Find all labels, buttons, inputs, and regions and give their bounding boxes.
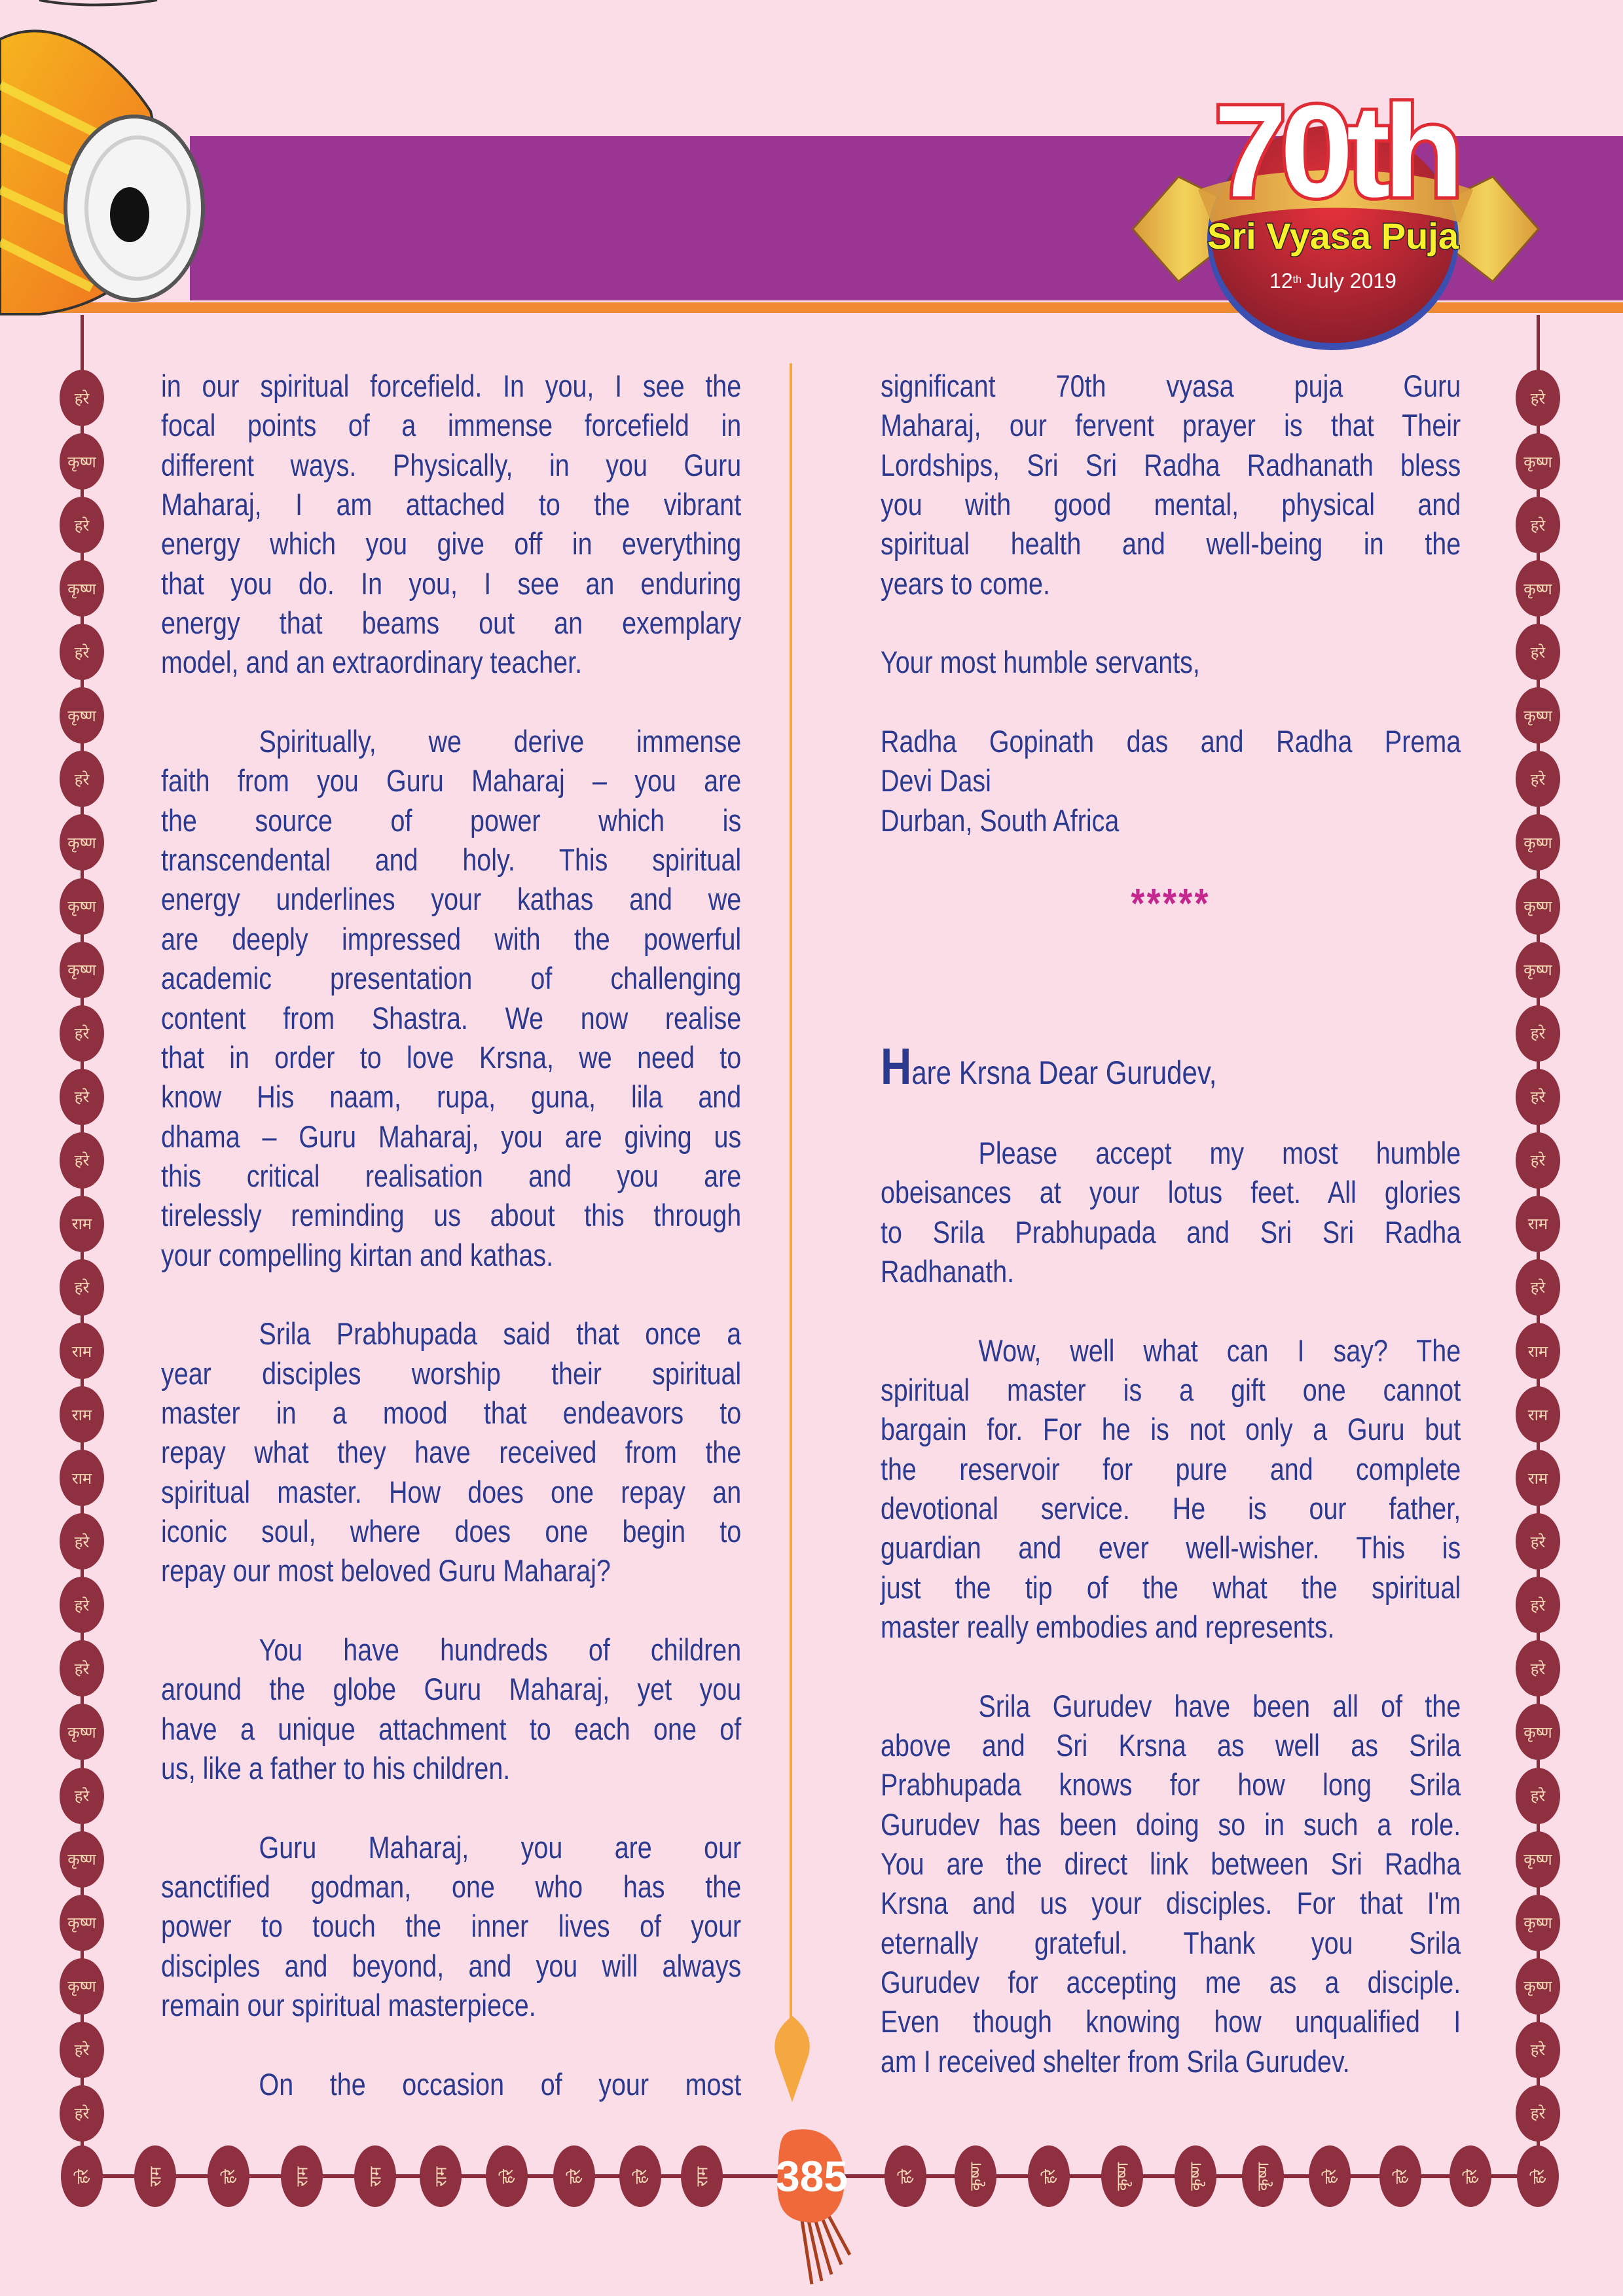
bead-label: कृष्ण	[67, 961, 96, 980]
bead-label: कृष्ण	[67, 833, 96, 852]
bead-label: हरे	[1391, 2168, 1410, 2184]
text-line: energy which you give off in everything	[161, 526, 742, 562]
bead-label: हरे	[1530, 389, 1546, 408]
bead-label: कृष्ण	[1523, 1850, 1552, 1869]
mala-bead	[1516, 1958, 1560, 2015]
badge-title: Sri Vyasa Puja	[1207, 215, 1459, 257]
bead-label: हरे	[74, 1596, 90, 1615]
mala-bead	[60, 1577, 104, 1633]
mala-bead	[60, 942, 104, 998]
bead-label: हरे	[74, 1278, 90, 1297]
bead-label: कृष्ण	[1523, 1723, 1552, 1742]
paragraph	[881, 722, 1461, 840]
text-line: energy that beams out an exemplary	[161, 605, 742, 641]
bead-label: हरे	[73, 2168, 92, 2184]
mala-bead	[1516, 1704, 1560, 1760]
bead-label: राम	[71, 1342, 92, 1361]
paragraph	[161, 1314, 741, 1590]
mala-bead	[1516, 751, 1560, 807]
text-line: your compelling kirtan and kathas.	[161, 1237, 554, 1272]
bead-label: हरे	[1530, 1151, 1546, 1170]
text-line: repay our most beloved Guru Maharaj?	[161, 1553, 611, 1588]
bead-label: राम	[71, 1469, 92, 1488]
column-divider	[790, 363, 792, 2022]
mala-bead	[60, 1831, 104, 1888]
mala-bead	[60, 1323, 104, 1379]
bead-label: हरे	[565, 2168, 584, 2184]
text-line: know His naam, rupa, guna, lila and	[161, 1079, 742, 1115]
bead-label: राम	[1527, 1469, 1548, 1488]
text-line: Spiritually, we derive immense	[259, 724, 742, 759]
mala-bead	[1516, 1196, 1560, 1252]
mala-bead	[60, 624, 104, 680]
bead-label: हरे	[1530, 1024, 1546, 1043]
closing-of-previous-letter	[881, 367, 1461, 840]
text-line: model, and an extraordinary teacher.	[161, 645, 583, 680]
text-line: am I received shelter from Srila Gurudev.	[881, 2043, 1350, 2079]
salutation	[881, 1037, 1461, 1096]
text-line: Gurudev for accepting me as a disciple.	[881, 1965, 1461, 2000]
mala-bead	[1516, 1577, 1560, 1633]
text-line: Srila Gurudev have been all of the	[978, 1688, 1461, 1723]
bead-label: कृष्ण	[1113, 2162, 1132, 2191]
bead-label: राम	[71, 1215, 92, 1234]
text-line: obeisances at your lotus feet. All glories	[881, 1175, 1461, 1210]
bead-label: हरे	[1530, 2041, 1546, 2060]
mala-bead	[60, 687, 104, 744]
mala-bead	[553, 2145, 595, 2207]
mala-bead	[60, 751, 104, 807]
text-line: power to touch the inner lives of your	[161, 1909, 742, 1944]
bead-label: राम	[431, 2166, 450, 2187]
bead-label: हरे	[1040, 2168, 1059, 2184]
mala-bead	[354, 2145, 396, 2207]
bead-label: हरे	[1530, 2104, 1546, 2123]
mala-bead	[1516, 560, 1560, 617]
text-line: Please accept my most humble	[978, 1135, 1461, 1170]
text-line: iconic soul, where does one begin to	[161, 1513, 742, 1549]
salutation-text: are Krsna Dear Gurudev,	[911, 1054, 1217, 1092]
mala-bead	[1379, 2145, 1421, 2207]
mala-bead	[61, 2145, 103, 2207]
bead-label: हरे	[1530, 1088, 1546, 1107]
text-line: Maharaj, our fervent prayer is that Their	[881, 408, 1461, 443]
drop-ornament-icon	[773, 2016, 812, 2104]
bead-label: हरे	[74, 770, 90, 789]
mala-bead	[60, 1640, 104, 1696]
bead-label: हरे	[1530, 1532, 1546, 1551]
mala-bead	[1242, 2145, 1284, 2207]
mala-bead	[1516, 2085, 1560, 2142]
bead-label: हरे	[74, 516, 90, 535]
text-line: different ways. Physically, in you Guru	[161, 447, 742, 482]
mala-bead	[1516, 1132, 1560, 1189]
mala-bead	[1516, 878, 1560, 935]
text-line: bargain for. For he is not only a Guru but	[881, 1412, 1461, 1447]
mala-bead	[134, 2145, 176, 2207]
bead-label: कृष्ण	[1523, 452, 1552, 471]
bead-label: कृष्ण	[1523, 961, 1552, 980]
mala-bead	[955, 2145, 996, 2207]
text-line: tirelessly reminding us about this through	[161, 1198, 742, 1233]
text-line: You are the direct link between Sri Radha	[881, 1846, 1461, 1881]
vyasa-puja-70th-badge	[1106, 65, 1565, 353]
text-line: You have hundreds of children	[259, 1632, 742, 1667]
text-line: in our spiritual forcefield. In you, I see the	[161, 368, 742, 403]
mala-bead	[60, 1196, 104, 1252]
text-line: master in a mood that endeavors to	[161, 1395, 742, 1430]
mala-bead	[1516, 1895, 1560, 1951]
section-separator: *****	[1131, 880, 1211, 927]
right-text-column	[881, 367, 1461, 2121]
text-line: to Srila Prabhupada and Sri Sri Radha	[881, 1214, 1461, 1249]
bead-label: हरे	[1530, 643, 1546, 662]
bead-label: हरे	[74, 643, 90, 662]
bead-label: हरे	[896, 2168, 915, 2184]
text-line: Gurudev has been doing so in such a role.	[881, 1806, 1461, 1842]
mala-bead	[884, 2145, 926, 2207]
text-line: you with good mental, physical and	[881, 487, 1461, 522]
text-line: Prabhupada knows for how long Srila	[881, 1767, 1461, 1803]
bead-label: राम	[366, 2166, 385, 2187]
mala-bead	[60, 1958, 104, 2015]
bead-label: हरे	[631, 2168, 650, 2184]
mala-bead	[1309, 2145, 1351, 2207]
paragraph	[161, 1828, 741, 2026]
mala-bead	[60, 370, 104, 426]
bead-label: हरे	[74, 2104, 90, 2123]
text-line: eternally grateful. Thank you Srila	[881, 1925, 1461, 1960]
paragraph	[881, 1134, 1461, 1291]
text-line: that you do. In you, I see an enduring	[161, 565, 742, 601]
mala-bead	[1516, 1005, 1560, 1062]
mala-bead	[1516, 1831, 1560, 1888]
text-line: On the occasion of your most	[259, 2066, 742, 2102]
bead-label: कृष्ण	[1523, 1914, 1552, 1933]
mala-bead	[60, 1005, 104, 1062]
mala-bead	[1516, 1768, 1560, 1824]
bead-label: हरे	[1529, 2168, 1548, 2184]
mala-bead	[60, 1259, 104, 1316]
mala-bead	[1028, 2145, 1070, 2207]
mala-bead	[60, 497, 104, 553]
bead-label: राम	[1527, 1342, 1548, 1361]
text-line: disciples and beyond, and you will always	[161, 1948, 742, 1983]
bead-label: हरे	[498, 2168, 517, 2184]
bead-label: कृष्ण	[67, 706, 96, 725]
mala-bead	[60, 433, 104, 490]
mala-bead	[420, 2145, 462, 2207]
bead-label: हरे	[74, 1787, 90, 1806]
new-letter-body	[881, 1134, 1461, 2081]
text-line: academic presentation of challenging	[161, 961, 742, 996]
bead-label: कृष्ण	[1523, 579, 1552, 598]
bead-label: कृष्ण	[1523, 833, 1552, 852]
bead-label: कृष्ण	[1523, 706, 1552, 725]
text-line: spiritual master. How does one repay an	[161, 1474, 742, 1509]
mala-bead	[1516, 1259, 1560, 1316]
text-line: Devi Dasi	[881, 763, 991, 798]
mala-bead	[1516, 1450, 1560, 1506]
bead-label: कृष्ण	[67, 452, 96, 471]
mala-bead	[208, 2145, 249, 2207]
text-line: the reservoir for pure and complete	[881, 1451, 1461, 1486]
bead-label: राम	[693, 2166, 712, 2187]
text-line: us, like a father to his children.	[161, 1751, 511, 1786]
bead-label: कृष्ण	[1254, 2162, 1273, 2191]
mridanga-drum-icon	[0, 0, 223, 321]
mala-bead	[1450, 2145, 1491, 2207]
text-line: Even though knowing how unqualified I	[881, 2004, 1461, 2039]
bead-label: हरे	[74, 2041, 90, 2060]
mala-bead	[1516, 624, 1560, 680]
text-line: faith from you Guru Maharaj – you are	[161, 763, 742, 798]
mala-bead	[60, 2022, 104, 2078]
bead-label: हरे	[74, 1088, 90, 1107]
text-line: transcendental and holy. This spiritual	[161, 842, 742, 878]
mala-bead	[1516, 497, 1560, 553]
text-line: the source of power which is	[161, 802, 742, 838]
mala-bead	[1516, 687, 1560, 744]
paragraph	[881, 643, 1461, 682]
badge-date: 12th July 2019	[1269, 269, 1396, 293]
mala-bead	[1175, 2145, 1216, 2207]
mala-bead	[60, 1450, 104, 1506]
text-line: Srila Prabhupada said that once a	[259, 1316, 742, 1352]
text-line: have a unique attachment to each one of	[161, 1711, 742, 1746]
text-line: around the globe Guru Maharaj, yet you	[161, 1672, 742, 1707]
bead-label: हरे	[1530, 1596, 1546, 1615]
text-line: are deeply impressed with the powerful	[161, 921, 742, 956]
paragraph	[161, 2065, 741, 2104]
bead-label: हरे	[74, 1151, 90, 1170]
left-text-column	[161, 367, 741, 2144]
text-line: Maharaj, I am attached to the vibrant	[161, 487, 742, 522]
bead-label: राम	[71, 1405, 92, 1424]
bead-label: कृष्ण	[67, 1850, 96, 1869]
page-number: 385	[775, 2152, 848, 2200]
mala-bead	[619, 2145, 661, 2207]
text-line: Lordships, Sri Sri Radha Radhanath bless	[881, 447, 1461, 482]
bead-label: कृष्ण	[67, 897, 96, 916]
bead-label: कृष्ण	[1186, 2162, 1205, 2191]
badge-number: 70th	[1214, 79, 1457, 224]
paragraph	[881, 1687, 1461, 2081]
bead-label: हरे	[1530, 770, 1546, 789]
text-line: spiritual master is a gift one cannot	[881, 1372, 1461, 1407]
bead-label: कृष्ण	[67, 579, 96, 598]
text-line: year disciples worship their spiritual	[161, 1355, 742, 1391]
text-line: content from Shastra. We now realise	[161, 1000, 742, 1035]
mala-bead	[681, 2145, 723, 2207]
bead-label: हरे	[1461, 2168, 1480, 2184]
bead-label: कृष्ण	[1523, 897, 1552, 916]
bead-label: हरे	[74, 1532, 90, 1551]
mala-bead	[60, 878, 104, 935]
paragraph	[881, 367, 1461, 603]
mala-bead	[1101, 2145, 1143, 2207]
mala-bead	[60, 1895, 104, 1951]
paragraph	[161, 367, 741, 683]
mala-bead	[1516, 1513, 1560, 1570]
salutation-dropcap: H	[881, 1037, 912, 1096]
bead-label: कृष्ण	[966, 2162, 985, 2191]
text-line: focal points of a immense forcefield in	[161, 408, 742, 443]
mala-bead	[60, 1386, 104, 1443]
mala-bead	[486, 2145, 528, 2207]
bead-label: राम	[293, 2166, 312, 2187]
mala-bead	[1516, 433, 1560, 490]
text-line: Durban, South Africa	[881, 802, 1120, 838]
text-line: Krsna and us your disciples. For that I'm	[881, 1886, 1461, 1921]
bead-label: हरे	[74, 389, 90, 408]
bead-label: हरे	[74, 1024, 90, 1043]
text-line: Radhanath.	[881, 1253, 1015, 1289]
paragraph	[881, 1331, 1461, 1647]
text-line: devotional service. He is our father,	[881, 1490, 1461, 1526]
text-line: just the tip of the what the spiritual	[881, 1570, 1461, 1605]
paragraph	[161, 722, 741, 1275]
text-line: Wow, well what can I say? The	[978, 1333, 1461, 1368]
bead-label: हरे	[1530, 1787, 1546, 1806]
mala-bead	[60, 1768, 104, 1824]
mala-bead	[1516, 942, 1560, 998]
bead-label: राम	[146, 2166, 165, 2187]
bead-label: हरे	[1530, 516, 1546, 535]
bead-label: कृष्ण	[67, 1914, 96, 1933]
mala-bead	[1516, 1323, 1560, 1379]
text-line: spiritual health and well-being in the	[881, 526, 1461, 562]
paragraph	[161, 1630, 741, 1788]
text-line: that in order to love Krsna, we need to	[161, 1039, 742, 1075]
mala-bead	[60, 2085, 104, 2142]
mala-bead	[60, 814, 104, 870]
text-line: Guru Maharaj, you are our	[259, 1829, 742, 1865]
bead-label: राम	[1527, 1405, 1548, 1424]
text-line: energy underlines your kathas and we	[161, 882, 742, 917]
bead-label: कृष्ण	[67, 1977, 96, 1996]
text-line: repay what they have received from the	[161, 1435, 742, 1470]
mala-bead	[1517, 2145, 1559, 2207]
text-line: Your most humble servants,	[881, 645, 1200, 680]
mala-bead	[60, 1513, 104, 1570]
bead-label: हरे	[1530, 1659, 1546, 1678]
text-line: master really embodies and represents.	[881, 1609, 1335, 1644]
text-line: significant 70th vyasa puja Guru	[881, 368, 1461, 403]
text-line: guardian and ever well-wisher. This is	[881, 1530, 1461, 1566]
mala-bead	[281, 2145, 323, 2207]
mala-bead	[1516, 814, 1560, 870]
bead-label: कृष्ण	[67, 1723, 96, 1742]
text-line: remain our spiritual masterpiece.	[161, 1988, 536, 2023]
text-line: above and Sri Krsna as well as Srila	[881, 1727, 1461, 1763]
mala-bead	[1516, 1069, 1560, 1125]
mala-bead	[1516, 2022, 1560, 2078]
text-line: years to come.	[881, 565, 1050, 601]
text-line: this critical realisation and you are	[161, 1158, 742, 1193]
text-line: dhama – Guru Maharaj, you are giving us	[161, 1119, 742, 1154]
mala-bead	[1516, 1386, 1560, 1443]
mala-bead	[60, 1704, 104, 1760]
bead-label: हरे	[1321, 2168, 1340, 2184]
mala-bead	[60, 560, 104, 617]
page-number-badge	[746, 2127, 877, 2225]
mala-bead	[60, 1132, 104, 1189]
bead-label: राम	[1527, 1215, 1548, 1234]
mala-bead	[60, 1069, 104, 1125]
bead-label: कृष्ण	[1523, 1977, 1552, 1996]
bead-label: हरे	[219, 2168, 238, 2184]
text-line: sanctified godman, one who has the	[161, 1869, 742, 1905]
text-line: Radha Gopinath das and Radha Prema	[881, 724, 1461, 759]
mala-bead	[1516, 1640, 1560, 1696]
bead-label: हरे	[74, 1659, 90, 1678]
bead-label: हरे	[1530, 1278, 1546, 1297]
mala-bead	[1516, 370, 1560, 426]
